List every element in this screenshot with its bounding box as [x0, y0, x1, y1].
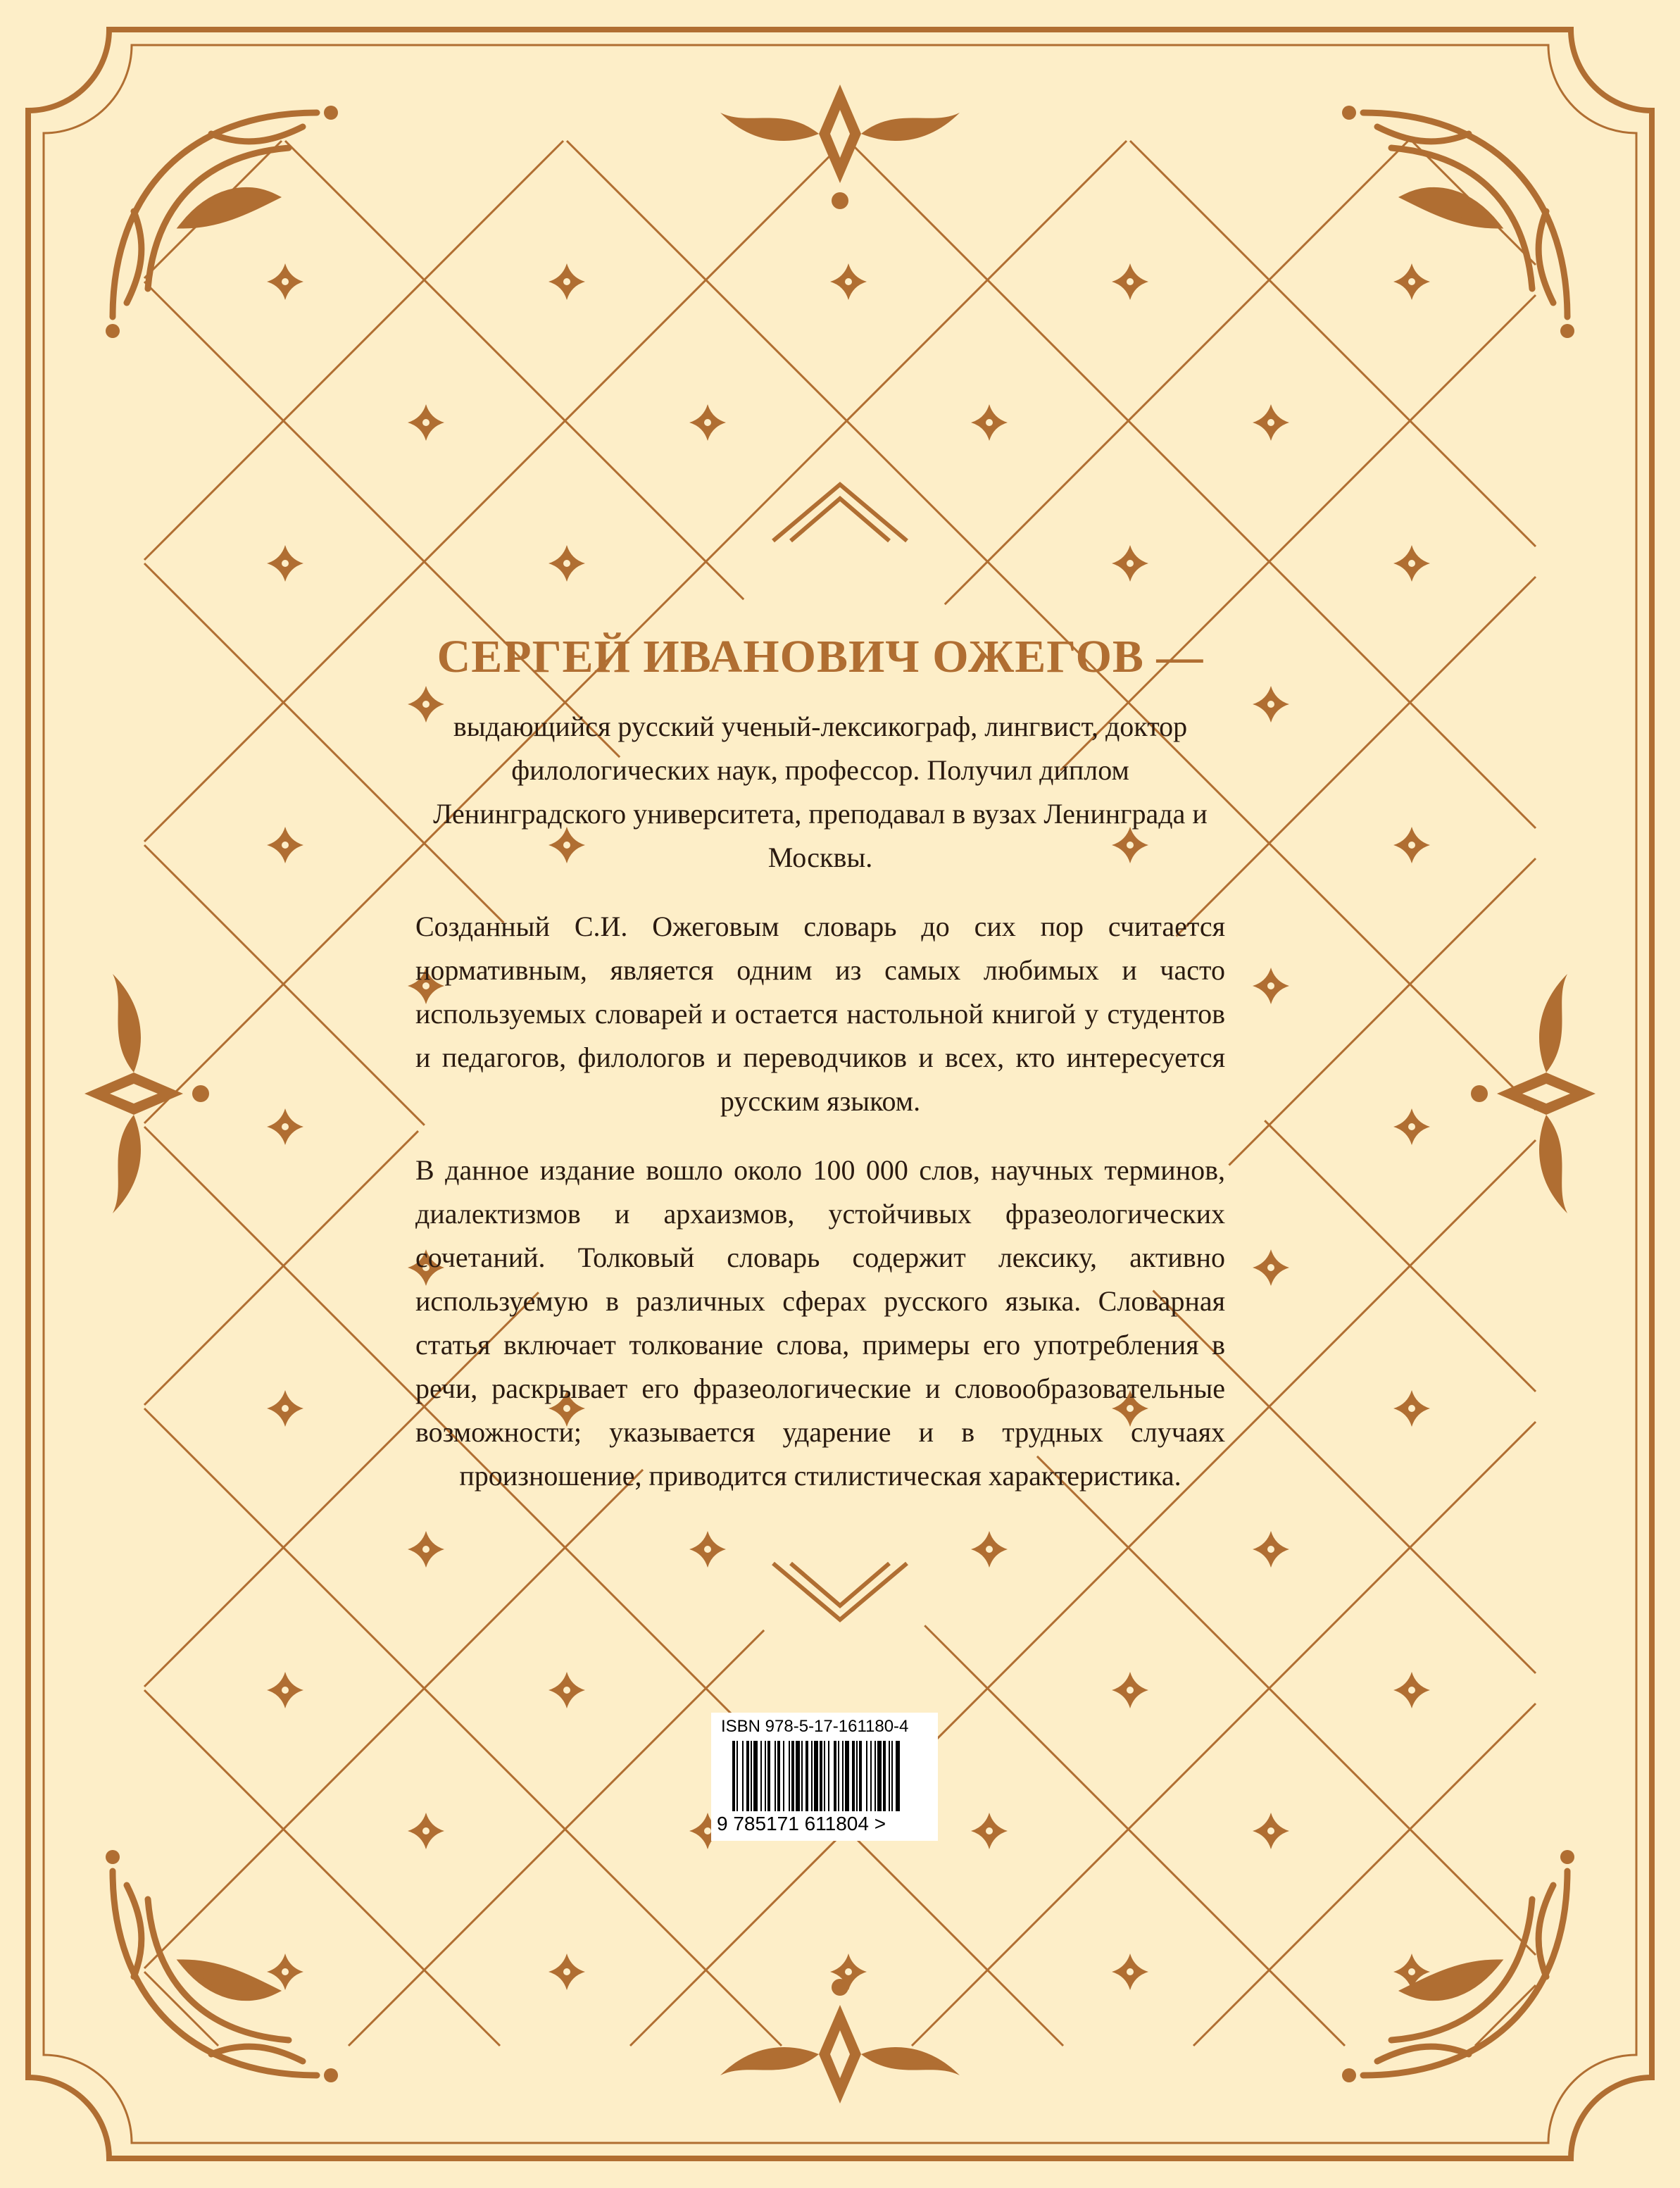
fleur-ornament — [1471, 974, 1596, 1213]
description-block — [415, 630, 1225, 1523]
author-heading: СЕРГЕЙ ИВАНОВИЧ ОЖЕГОВ — — [437, 631, 1204, 682]
edition-contents-paragraph: В данное издание вошло около 100 000 слов, научных терминов, диалектизмов и архаизмов, устойчивых фразеологических сочетаний. Толковый словарь содержит лексику, активно используемую в различных сферах русского языка. Словарная статья включает толкование слова, примеры его употребления в речи, раскрывает его фразеологические и словообразовательные возможности; указывается ударение и в трудных случаях произношение, приводится стилистическая характеристика. — [415, 1154, 1225, 1492]
ean-digits: 9 785171 611804 > — [717, 1813, 886, 1834]
corner-flourish — [106, 1850, 338, 2082]
author-bio-paragraph: выдающийся русский ученый-лексикограф, лингвист, доктор филологических наук, профессор. Получил диплом Ленинградского университета, преподавал в вузах Ленинграда и Москвы. — [433, 711, 1208, 873]
isbn-barcode — [711, 1713, 938, 1841]
corner-flourish — [1342, 1850, 1574, 2082]
fleur-ornament — [720, 85, 960, 209]
corner-flourish — [106, 106, 338, 338]
fleur-ornament — [720, 1979, 960, 2103]
double-chevron-up-icon — [773, 485, 907, 541]
isbn-label: ISBN 978-5-17-161180-4 — [721, 1717, 909, 1736]
double-chevron-down-icon — [773, 1563, 907, 1620]
corner-flourish — [1342, 106, 1574, 338]
fleur-ornament — [84, 974, 209, 1213]
dictionary-description-paragraph: Созданный С.И. Ожеговым словарь до сих пор считается нормативным, является одним из самых любимых и часто используемых словарей и остается настольной книгой у студентов и педагогов, филологов и переводчиков и всех, кто интересуется русским языком. — [415, 911, 1225, 1117]
